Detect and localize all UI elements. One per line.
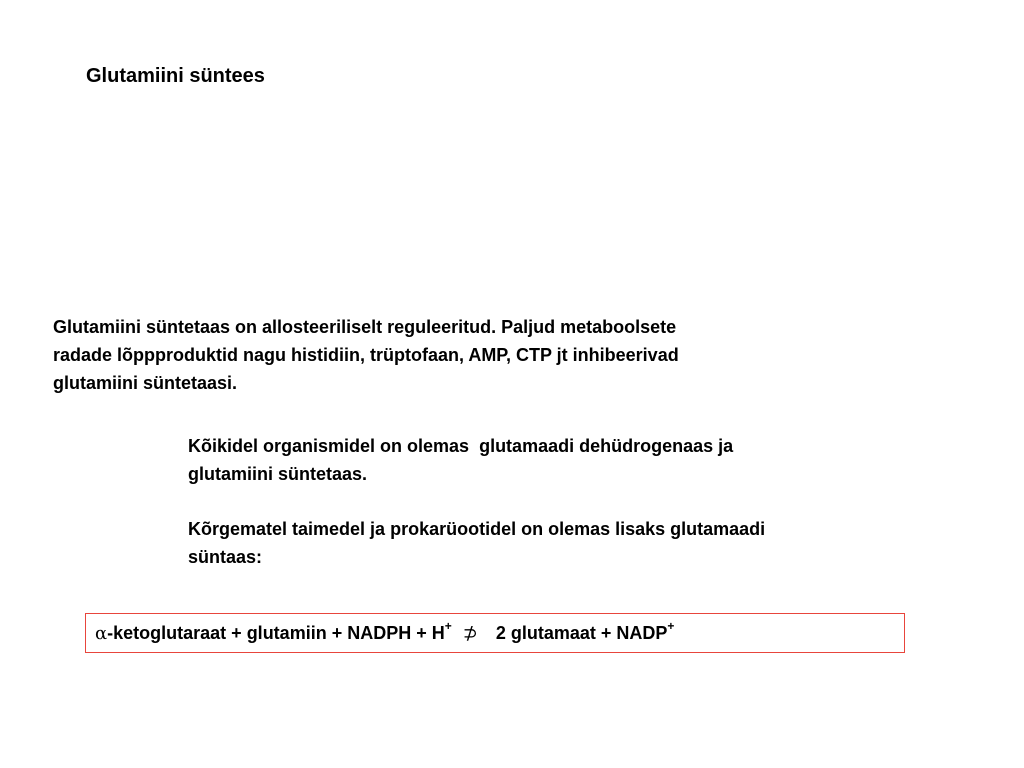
paragraph-line: Kõrgematel taimedel ja prokarüootidel on olemas lisaks glutamaadi xyxy=(188,519,766,539)
paragraph-line: glutamiini süntetaas. xyxy=(188,464,368,484)
reaction-equation-box xyxy=(85,613,905,653)
paragraph-line: süntaas: xyxy=(188,547,263,567)
paragraph-line: Kõikidel organismidel on olemas glutamaadi dehüdrogenaas ja xyxy=(188,436,734,456)
nadp-charge-superscript: + xyxy=(667,619,675,633)
reaction-arrow-icon: ⊅ xyxy=(462,623,478,644)
paragraph-line: radade lõppproduktid nagu histidiin, trüptofaan, AMP, CTP jt inhibeerivad xyxy=(53,345,679,365)
paragraph-line: Glutamiini süntetaas on allosteeriliselt reguleeritud. Paljud metaboolsete xyxy=(53,317,677,337)
equation-left-side: -ketoglutaraat + glutamiin + NADPH + H xyxy=(107,623,445,643)
slide-title: Glutamiini süntees xyxy=(86,65,265,87)
higher-plants-paragraph xyxy=(188,515,765,571)
alpha-symbol: α xyxy=(95,623,108,644)
paragraph-line: glutamiini süntetaasi. xyxy=(53,373,238,393)
equation-right-side: 2 glutamaat + NADP xyxy=(495,623,668,643)
regulation-paragraph xyxy=(53,313,679,397)
all-organisms-paragraph xyxy=(188,432,733,488)
proton-charge-superscript: + xyxy=(444,619,452,633)
